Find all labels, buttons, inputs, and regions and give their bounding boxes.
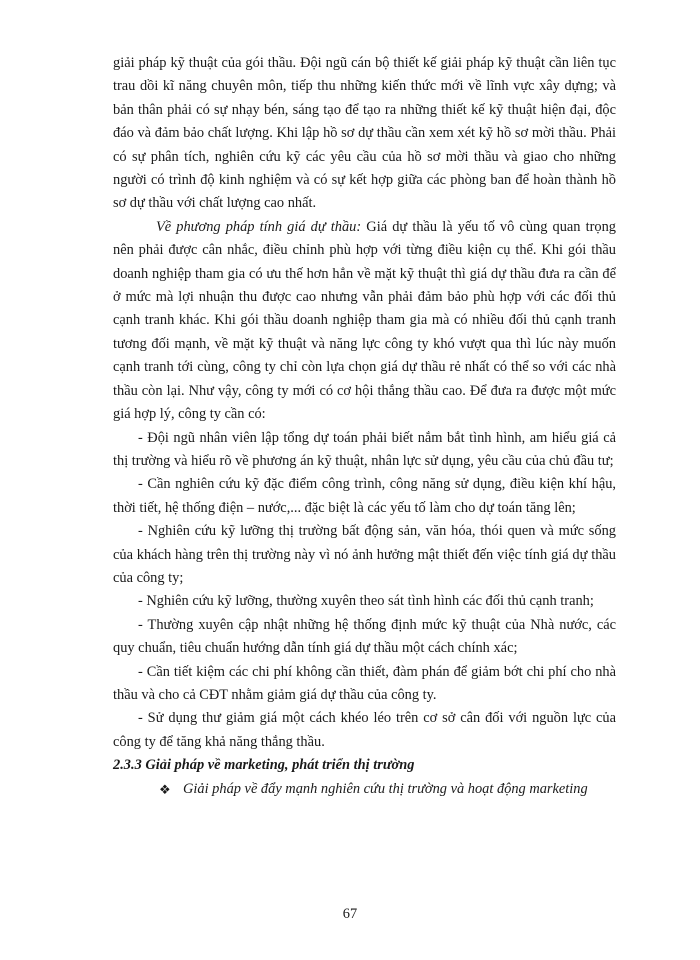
subsection-text: Giải pháp về đẩy mạnh nghiên cứu thị trường và hoạt động marketing <box>183 780 588 797</box>
list-item: - Cần tiết kiệm các chi phí không cần thiết, đàm phán để giảm bớt chi phí cho nhà thầu và cho cả CĐT nhằm giảm giá dự thầu của công ty. <box>113 663 616 703</box>
bid-pricing-lead: Về phương pháp tính giá dự thầu: <box>156 218 362 235</box>
list-item: - Cần nghiên cứu kỹ đặc điểm công trình, công năng sử dụng, điều kiện khí hậu, thời tiết, hệ thống điện – nước,... đặc biệt là các yếu tố làm cho dự toán tăng lên; <box>113 476 616 516</box>
section-heading: 2.3.3 Giải pháp về marketing, phát triển thị trường <box>113 757 415 774</box>
list-item: - Nghiên cứu kỹ lưỡng, thường xuyên theo sát tình hình các đối thủ cạnh tranh; <box>138 593 594 610</box>
list-item: - Thường xuyên cập nhật những hệ thống định mức kỹ thuật của Nhà nước, các quy chuẩn, tiêu chuẩn hướng dẫn tính giá dự thầu một cách chính xác; <box>113 616 616 657</box>
diamond-bullet-icon: ❖ <box>159 781 171 797</box>
page-body <box>113 52 616 801</box>
list-item: - Đội ngũ nhân viên lập tổng dự toán phải biết nắm bắt tình hình, am hiểu giá cả thị trường và hiểu rõ về phương án kỹ thuật, nhân lực sử dụng, yêu cầu của chủ đầu tư; <box>113 429 616 469</box>
page-number: 67 <box>342 906 358 922</box>
bid-pricing-body: Giá dự thầu là yếu tố vô cùng quan trọng nên phải được cân nhắc, điều chỉnh phù hợp với từng điều kiện cụ thể. Khi gói thầu doanh nghiệp tham gia có ưu thế hơn hẳn về mặt kỹ thuật thì giá dự thầu đưa ra cần để ở mức mà lợi nhuận thu được cao nhưng vẫn phải đảm bảo phù hợp với các đối thủ cạnh tranh khác. Khi gói thầu doanh nghiệp tham gia mà có nhiều đối thủ cạnh tranh tương đối mạnh, về mặt kỹ thuật và năng lực công ty khó vượt qua thì lúc này muốn cạnh tranh tới cùng, công ty chỉ còn lựa chọn giá dự thầu rẻ nhất có thể so với các nhà thầu còn lại. Như vậy, công ty mới có cơ hội thắng thầu cao. Để đưa ra được một mức giá hợp lý, công ty cần có: <box>113 218 616 423</box>
subsection-heading <box>113 778 616 801</box>
paragraph-technical-solution: giải pháp kỹ thuật của gói thầu. Đội ngũ cán bộ thiết kế giải pháp kỹ thuật cần liên tục trau dồi kĩ năng chuyên môn, tiếp thu những kiến thức mới về lĩnh vực xây dựng; và bản thân phải có sự nhạy bén, sáng tạo để tạo ra những thiết kế kỹ thuật hiện đại, độc đáo và đảm bảo chất lượng. Khi lập hồ sơ dự thầu cần xem xét kỹ hồ sơ mời thầu. Phải có sự phân tích, nghiên cứu kỹ các yêu cầu của hồ sơ mời thầu và giao cho những người có trình độ kinh nghiệm và có sự kết hợp giữa các phòng ban để hoàn thành hồ sơ dự thầu với chất lượng cao nhất. <box>113 55 616 212</box>
list-item: - Nghiên cứu kỹ lưỡng thị trường bất động sản, văn hóa, thói quen và mức sống của khách hàng trên thị trường này vì nó ảnh hưởng mật thiết đến việc tính giá dự thầu của công ty; <box>113 523 616 586</box>
list-item: - Sử dụng thư giảm giá một cách khéo léo trên cơ sở cân đối với nguồn lực của công ty để tăng khả năng thắng thầu. <box>113 710 616 750</box>
paragraph-bid-pricing <box>113 216 616 427</box>
